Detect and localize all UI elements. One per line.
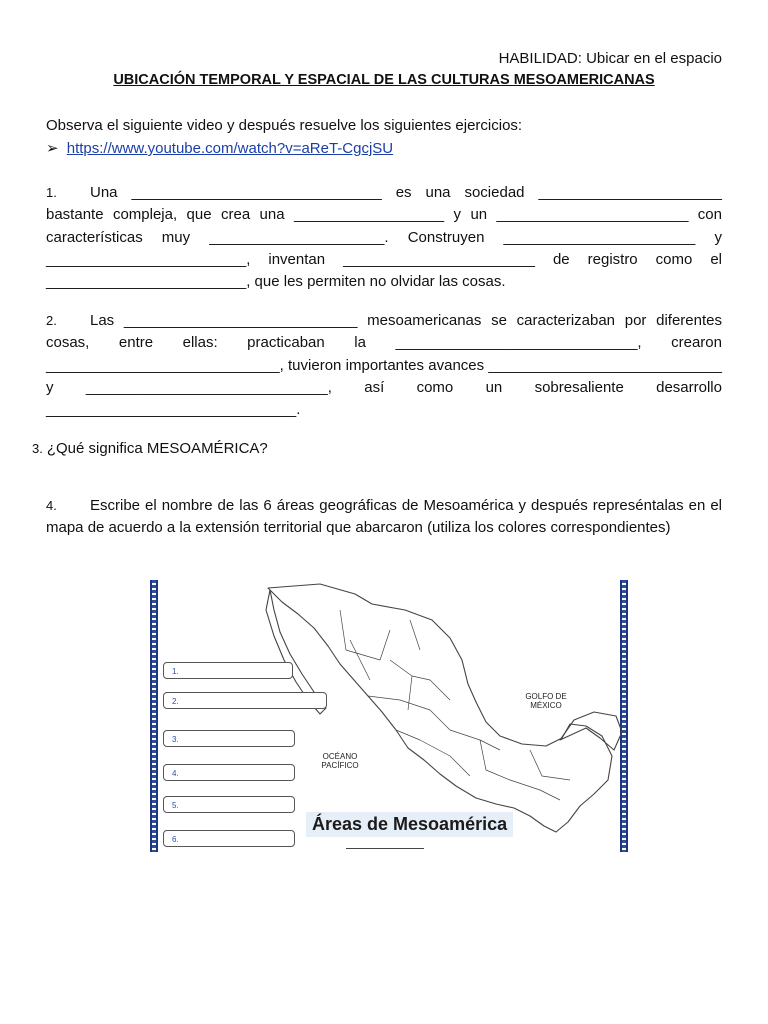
skill-label: HABILIDAD: Ubicar en el espacio	[498, 50, 722, 67]
question-number: 4.	[46, 498, 57, 513]
area-label-box-2[interactable]: 2.	[163, 692, 327, 709]
area-label-box-4[interactable]: 4.	[163, 764, 295, 781]
question-2	[46, 310, 722, 421]
question-text: Una ______________________________ es una sociedad ______________________ bastante compleja, que crea una __________________ y un _______________________ con características muy _____________________. Construyen _______________________ y ________________________, inventan _______________________ de registro como el ________________________, que les permiten no olvidar las cosas.	[46, 184, 722, 291]
caption-underline	[346, 848, 424, 849]
video-link-line	[46, 139, 393, 157]
question-text: Escribe el nombre de las 6 áreas geográficas de Mesoamérica y después represéntalas en el mapa de acuerdo a la extensión territorial que abarcaron (utiliza los colores correspondientes)	[46, 497, 722, 537]
map-title: Áreas de Mesoamérica	[306, 812, 513, 837]
arrow-bullet-icon: ➢	[46, 140, 59, 157]
gulf-label: GOLFO DE MÉXICO	[525, 692, 567, 710]
area-label-box-6[interactable]: 6.	[163, 830, 295, 847]
ocean-label: OCÉANO PACÍFICO	[321, 752, 359, 770]
question-number: 1.	[46, 185, 57, 200]
question-3	[32, 440, 268, 457]
question-number: 2.	[46, 313, 57, 328]
page-title: UBICACIÓN TEMPORAL Y ESPACIAL DE LAS CULTURAS MESOAMERICANAS	[113, 72, 655, 88]
instructions: Observa el siguiente video y después resuelve los siguientes ejercicios:	[46, 117, 523, 134]
area-label-box-3[interactable]: 3.	[163, 730, 295, 747]
area-label-box-1[interactable]: 1.	[163, 662, 293, 679]
question-text: ¿Qué significa MESOAMÉRICA?	[46, 440, 268, 457]
question-number: 3.	[32, 441, 43, 456]
mesoamerica-map-figure	[150, 580, 628, 852]
question-1	[46, 182, 722, 293]
question-4	[46, 495, 722, 540]
question-text: Las ____________________________ mesoamericanas se caracterizaban por diferentes cosas, entre ellas: practicaban la _____________________________, crearon ____________________________, tuvieron importantes avances ____________________________ y _____________________________, así como un sobresaliente desarrollo ______________________________.	[46, 312, 722, 419]
yucatan-outline	[560, 712, 622, 750]
video-link[interactable]: https://www.youtube.com/watch?v=aReT-CgcjSU	[66, 140, 394, 157]
area-label-box-5[interactable]: 5.	[163, 796, 295, 813]
